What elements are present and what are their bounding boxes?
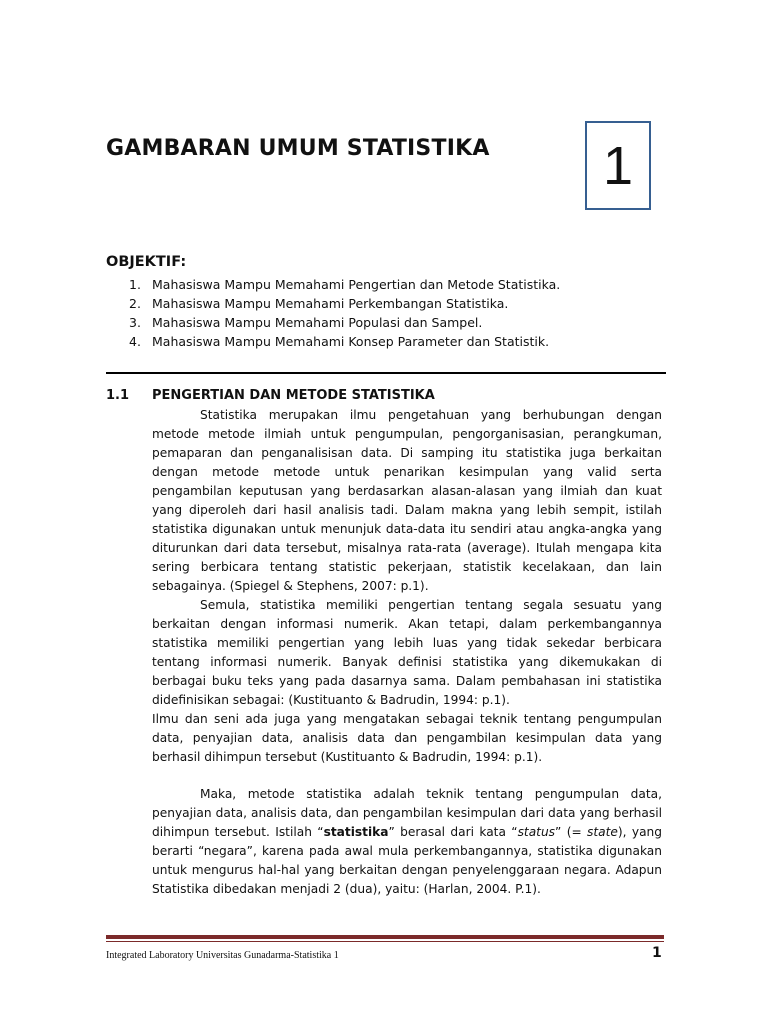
section-number: 1.1 <box>106 388 130 403</box>
chapter-number-box: 1 <box>585 121 651 210</box>
section-body-2 <box>152 710 662 767</box>
footer-rule-thin <box>106 941 664 942</box>
objective-item <box>129 332 560 351</box>
objective-text: Mahasiswa Mampu Memahami Perkembangan Statistika. <box>152 296 509 311</box>
objective-item <box>129 313 560 332</box>
objectives-list <box>129 275 560 351</box>
paragraph-2: Semula, statistika memiliki pengertian tentang segala sesuatu yang berkaitan dengan informasi numerik. Akan tetapi, dalam perkembangannya statistika memiliki pengertian yang lebih luas yang tidak sekedar berbicara tentang informasi numerik. Banyak definisi statistika yang dikemukakan di berbagai buku teks yang pada dasarnya sama. Dalam pembahasan ini statistika didefinisikan sebagai: (Kustituanto & Badrudin, 1994: p.1). <box>152 598 662 707</box>
paragraph-3: Ilmu dan seni ada juga yang mengatakan sebagai teknik tentang pengumpulan data, penyajian data, analisis data dan pengambilan kesimpulan data yang berhasil dihimpun tersebut (Kustituanto & Badrudin, 1994: p.1). <box>152 712 662 764</box>
paragraph-4-part-c: ” (= <box>555 825 588 839</box>
objective-number: 2. <box>129 296 141 311</box>
paragraph-4-part-b: ” berasal dari kata “ <box>388 825 518 839</box>
section-title: PENGERTIAN DAN METODE STATISTIKA <box>152 388 435 403</box>
objectives-heading: OBJEKTIF: <box>106 254 187 270</box>
footer-rule-thick <box>106 935 664 939</box>
footer-text: Integrated Laboratory Universitas Gunadarma-Statistika 1 <box>106 950 339 961</box>
objective-number: 1. <box>129 277 141 292</box>
paragraph-4-part-d: ), yang berarti “negara”, karena pada awal mula perkembangannya, statistika digunakan untuk mengurus hal-hal yang berkaitan dengan penyelenggaraan negara. Adapun Statistika dibedakan menjadi 2 (dua), yaitu: (Harlan, 2004. P.1). <box>152 825 663 896</box>
chapter-title: GAMBARAN UMUM STATISTIKA <box>106 136 490 161</box>
section-body-3 <box>152 785 662 899</box>
page-number: 1 <box>652 945 662 961</box>
paragraph-4-part-a: Maka, metode statistika adalah teknik tentang pengumpulan data, penyajian data, analisis data, dan pengambilan kesimpulan dari data yang berhasil dihimpun tersebut. Istilah “ <box>152 787 662 839</box>
objective-number: 3. <box>129 315 141 330</box>
objective-text: Mahasiswa Mampu Memahami Pengertian dan Metode Statistika. <box>152 277 561 292</box>
term-status: status <box>517 825 556 839</box>
objective-text: Mahasiswa Mampu Memahami Konsep Parameter dan Statistik. <box>152 334 550 349</box>
section-body-1 <box>152 406 662 710</box>
objective-item <box>129 294 560 313</box>
paragraph-1: Statistika merupakan ilmu pengetahuan yang berhubungan dengan metode metode ilmiah untuk pengumpulan, pengorganisasian, perangkuman, pemaparan dan penganalisisan data. Di samping itu statistika juga berkaitan dengan metode metode untuk penarikan kesimpulan yang valid serta pengambilan keputusan yang berdasarkan alasan-alasan yang ilmiah dan kuat yang diperoleh dari hasil analisis tadi. Dalam makna yang lebih sempit, istilah statistika digunakan untuk menunjuk data-data itu sendiri atau angka-angka yang diturunkan dari data tersebut, misalnya rata-rata (average). Itulah mengapa kita sering berbicara tentang statistic pekerjaan, statistik kecelakaan, dan lain sebagainya. (Spiegel & Stephens, 2007: p.1). <box>152 408 662 593</box>
paragraph-4 <box>152 785 662 899</box>
term-statistika: statistika <box>323 825 389 839</box>
objective-item <box>129 275 560 294</box>
term-state: state <box>587 825 618 839</box>
objective-text: Mahasiswa Mampu Memahami Populasi dan Sampel. <box>152 315 483 330</box>
section-divider <box>106 372 666 374</box>
objective-number: 4. <box>129 334 141 349</box>
